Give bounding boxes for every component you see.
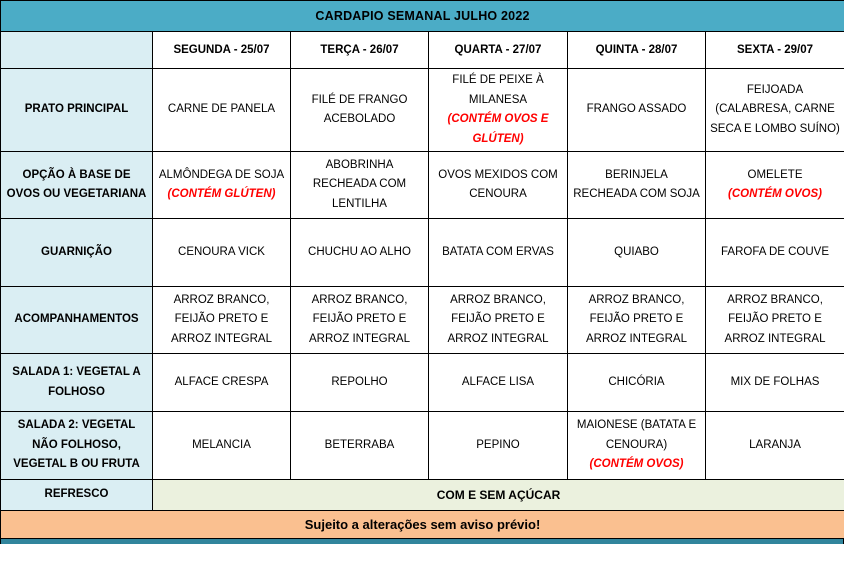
menu-cell [291,152,429,219]
menu-cell [568,69,706,152]
dish-text: QUIABO [614,245,659,258]
dish-text: BATATA COM ERVAS [442,245,554,258]
dish-text: ARROZ BRANCO, FEIJÃO PRETO E ARROZ INTEGRAL [724,293,826,345]
refresco-row [1,480,844,511]
row-header: ACOMPANHAMENTOS [1,287,153,354]
menu-cell [706,152,844,219]
menu-cell [706,69,844,152]
dish-text: CHICÓRIA [608,375,665,388]
dish-text: CENOURA VICK [178,245,265,258]
menu-cell [706,354,844,412]
row-header: PRATO PRINCIPAL [1,69,153,152]
dish-text: ALFACE LISA [461,375,535,388]
row-header: GUARNIÇÃO [1,219,153,287]
dish-text: ALMÔNDEGA DE SOJA [158,168,285,181]
menu-cell [429,354,568,412]
menu-cell [291,69,429,152]
row-header-refresco: REFRESCO [1,480,153,511]
dish-text: BETERRABA [324,438,395,451]
dish-text: REPOLHO [331,375,388,388]
dish-text: MIX DE FOLHAS [730,375,820,388]
menu-cell [291,287,429,354]
dish-text: OVOS MEXIDOS COM CENOURA [438,168,558,201]
row-header: SALADA 2: VEGETAL NÃO FOLHOSO, VEGETAL B OU FRUTA [1,412,153,480]
menu-cell [706,219,844,287]
dish-text: CHUCHU AO ALHO [308,245,411,258]
allergen-note: (CONTÉM OVOS) [589,458,684,471]
day-header-sexta: SEXTA - 29/07 [706,32,844,69]
menu-cell [568,354,706,412]
allergen-note: (CONTÉM OVOS) [728,188,822,201]
menu-cell [153,152,291,219]
day-header-quarta: QUARTA - 27/07 [429,32,568,69]
corner-cell [1,32,153,69]
dish-text: FILÉ DE FRANGO ACEBOLADO [311,93,408,126]
table-row [1,287,844,354]
menu-cell [429,219,568,287]
menu-cell [568,287,706,354]
dish-text: CARNE DE PANELA [167,103,276,116]
menu-cell [291,219,429,287]
title-row [1,1,844,32]
dish-text: ARROZ BRANCO, FEIJÃO PRETO E ARROZ INTEGRAL [171,293,272,345]
menu-cell [291,354,429,412]
dish-text: FRANGO ASSADO [586,103,687,116]
footer-notice: Sujeito a alterações sem aviso prévio! [1,511,844,539]
menu-cell [568,152,706,219]
dish-text: ARROZ BRANCO, FEIJÃO PRETO E ARROZ INTEGRAL [309,293,410,345]
table-row [1,354,844,412]
menu-cell [153,412,291,480]
menu-cell [153,287,291,354]
dish-text: ARROZ BRANCO, FEIJÃO PRETO E ARROZ INTEGRAL [586,293,687,345]
menu-rows [1,69,844,480]
dish-text: MAIONESE (BATATA E CENOURA) [576,419,697,451]
dish-text: OMELETE [747,168,803,181]
row-header: OPÇÃO À BASE DE OVOS OU VEGETARIANA [1,152,153,219]
dish-text: FILÉ DE PEIXE À MILANESA [452,74,544,106]
row-header: SALADA 1: VEGETAL A FOLHOSO [1,354,153,412]
page-title: CARDAPIO SEMANAL JULHO 2022 [1,1,844,32]
dish-text: FAROFA DE COUVE [721,245,830,258]
dish-text: LARANJA [749,438,801,451]
menu-cell [429,152,568,219]
dish-text: ALFACE CRESPA [174,375,269,388]
allergen-note: (CONTÉM OVOS E GLÚTEN) [447,113,549,145]
bottom-teal-strip [0,539,844,544]
menu-cell [153,219,291,287]
table-row [1,69,844,152]
dish-text: FEIJOADA (CALABRESA, CARNE SECA E LOMBO SUÍNO) [710,83,840,135]
table-row [1,219,844,287]
allergen-note: (CONTÉM GLÚTEN) [167,188,276,201]
menu-cell [153,354,291,412]
dish-text: BERINJELA RECHEADA COM SOJA [573,168,700,201]
table-row [1,152,844,219]
dish-text: PEPINO [476,438,520,451]
menu-cell [429,412,568,480]
menu-cell [706,287,844,354]
menu-cell [706,412,844,480]
dish-text: MELANCIA [192,438,251,451]
menu-cell [429,69,568,152]
day-header-row [1,32,844,69]
day-header-segunda: SEGUNDA - 25/07 [153,32,291,69]
footer-row [1,511,844,539]
menu-cell [291,412,429,480]
menu-cell [568,219,706,287]
day-header-quinta: QUINTA - 28/07 [568,32,706,69]
menu-cell [429,287,568,354]
refresco-value: COM E SEM AÇÚCAR [153,480,844,511]
table-row [1,412,844,480]
dish-text: ARROZ BRANCO, FEIJÃO PRETO E ARROZ INTEGRAL [447,293,549,345]
day-header-terca: TERÇA - 26/07 [291,32,429,69]
menu-cell [568,412,706,480]
menu-cell [153,69,291,152]
dish-text: ABOBRINHA RECHEADA COM LENTILHA [312,158,407,210]
